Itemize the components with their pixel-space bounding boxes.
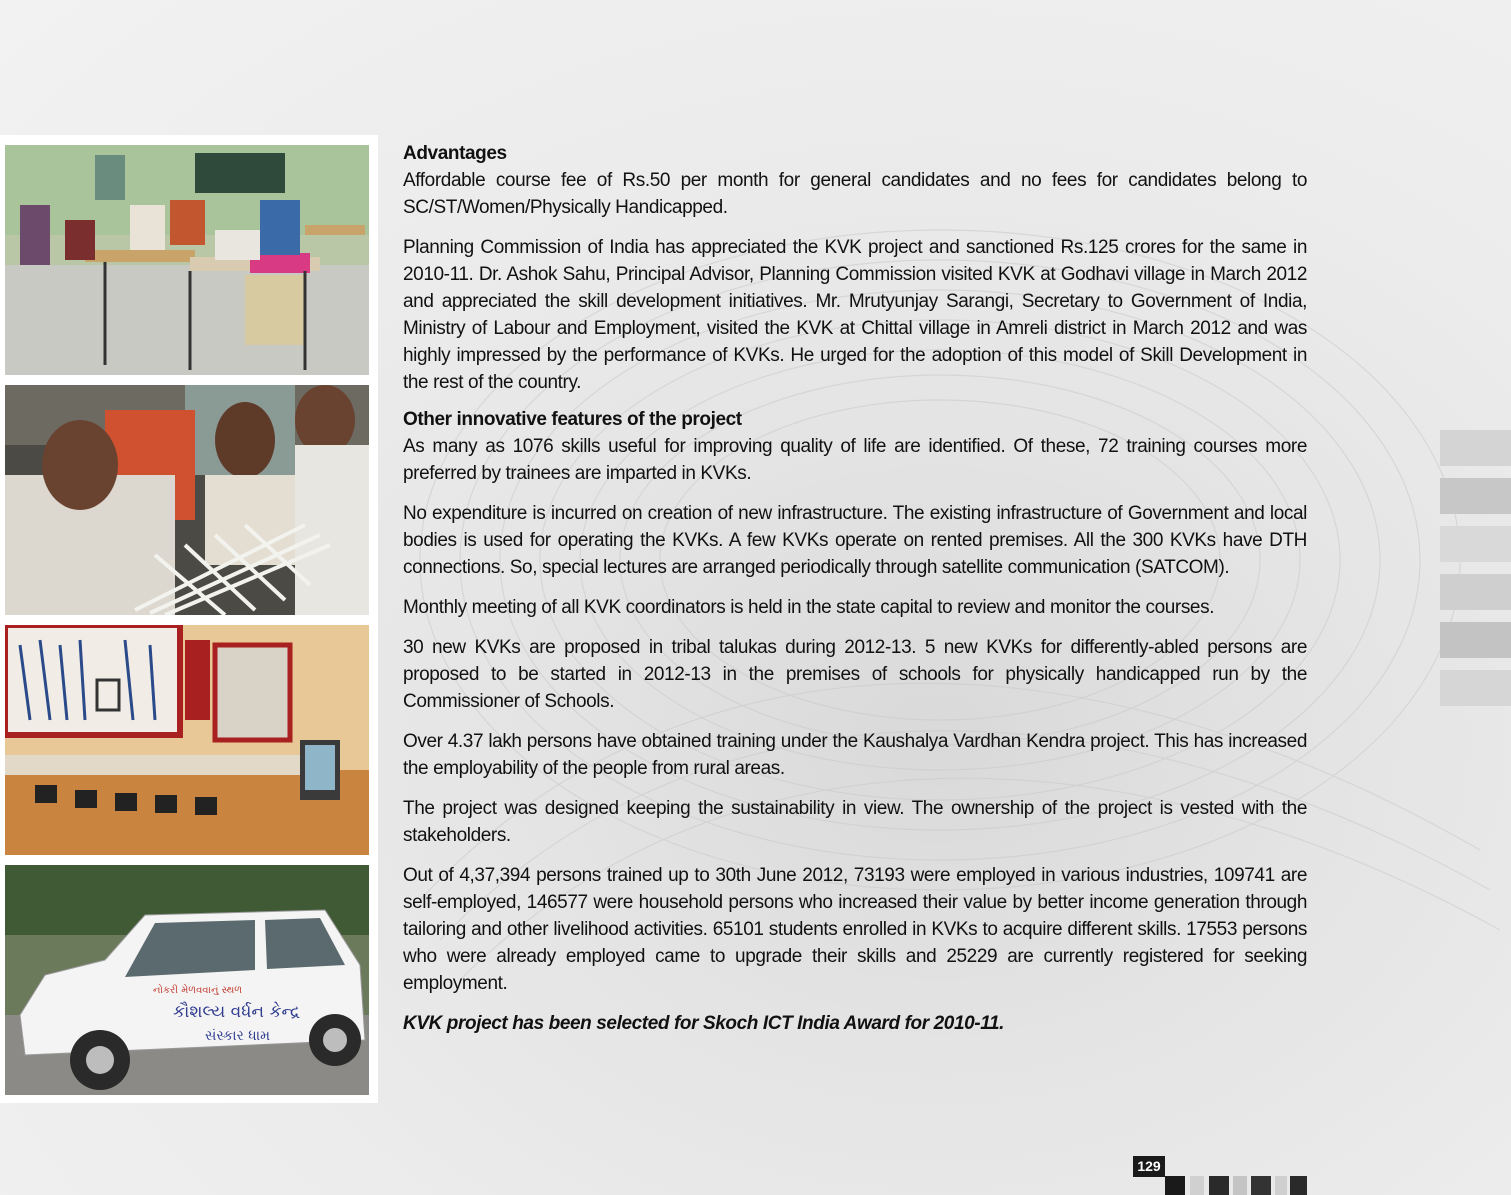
sustainability-paragraph: The project was designed keeping the sustainability in view. The ownership of the project is vested with the stakeholders. [403, 798, 1307, 846]
decorative-side-stripes [1440, 430, 1511, 740]
trained-persons-paragraph: Over 4.37 lakh persons have obtained training under the Kaushalya Vardhan Kendra project. This has increased the employability of the people from rural areas. [403, 731, 1307, 779]
award-statement: KVK project has been selected for Skoch ICT India Award for 2010-11. [403, 1013, 1005, 1034]
car-text-line-3: સંસ્કાર ધામ [205, 1028, 270, 1044]
infrastructure-paragraph: No expenditure is incurred on creation of new infrastructure. The existing infrastructure of Government and local bodies is used for operating the KVKs. A few KVKs operate on rented premises. All the 300 KVKs have DTH connections. So, special lectures are arranged periodically through satellite communication (SATCOM). [403, 503, 1307, 578]
article-body [403, 140, 1307, 1037]
kaushalya-vardhan-car-photo [5, 865, 369, 1095]
meeting-paragraph: Monthly meeting of all KVK coordinators is held in the state capital to review and monitor the courses. [403, 597, 1215, 618]
cot-weaving-training-photo [5, 385, 369, 615]
new-kvks-paragraph: 30 new KVKs are proposed in tribal talukas during 2012-13. 5 new KVKs for differently-abled persons are proposed to be started in 2012-13 in the premises of schools for physically handicapped run by the Commissioner of Schools. [403, 637, 1307, 712]
skills-paragraph: As many as 1076 skills useful for improving quality of life are identified. Of these, 72 training courses more preferred by trainees are imparted in KVKs. [403, 436, 1307, 484]
planning-commission-paragraph: Planning Commission of India has appreciated the KVK project and sanctioned Rs.125 crores for the same in 2010-11. Dr. Ashok Sahu, Principal Advisor, Planning Commission visited KVK at Godhavi village in March 2012 and appreciated the skill development initiatives. Mr. Mrutyunjay Sarangi, Secretary to Government of India, Ministry of Labour and Employment, visited the KVK at Chittal village in Amreli district in March 2012 and was highly impressed by the performance of KVKs. He urged for the adoption of this model of Skill Development in the rest of the country. [403, 237, 1307, 393]
photo-column [0, 135, 378, 1103]
advantages-heading: Advantages [403, 143, 507, 164]
tailoring-classroom-photo [5, 145, 369, 375]
employment-statistics-paragraph: Out of 4,37,394 persons trained up to 30th June 2012, 73193 were employed in various industries, 109741 are self-employed, 146577 were household persons who increased their value by better income generation through tailoring and other livelihood activities. 65101 students enrolled in KVKs to acquire different skills. 17553 persons who were already employed came to upgrade their skills and 25229 are currently registered for seeking employment. [403, 865, 1307, 994]
car-text-line-2: કૌશલ્ય વર્ધન કેન્દ્ર [173, 1002, 301, 1022]
page-number: 129 [1133, 1156, 1165, 1177]
tool-lab-photo [5, 625, 369, 855]
advantages-paragraph: Affordable course fee of Rs.50 per month for general candidates and no fees for candidates belong to SC/ST/Women/Physically Handicapped. [403, 170, 1307, 218]
car-text-line-1: નોકરી મેળવવાનું સ્થળ [153, 985, 243, 996]
innovative-features-heading: Other innovative features of the project [403, 409, 742, 430]
